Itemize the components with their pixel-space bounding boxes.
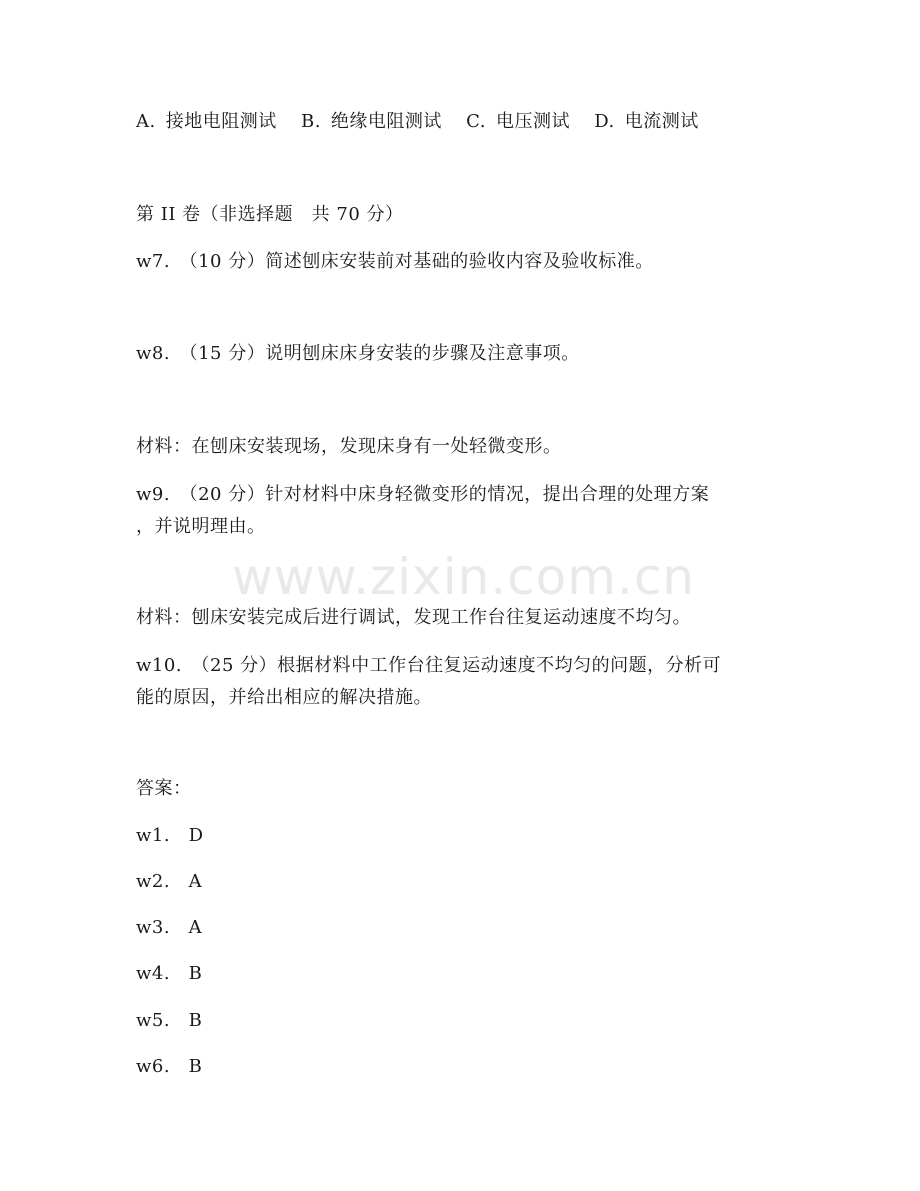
- answer-item: w1. D: [136, 825, 204, 846]
- watermark: www.zixin.com.cn: [232, 548, 696, 606]
- option-b: B. 绝缘电阻测试: [300, 111, 442, 132]
- question-9-line-1: w9. （20 分）针对材料中床身轻微变形的情况，提出合理的处理方案: [136, 484, 710, 505]
- option-c: C. 电压测试: [466, 111, 571, 132]
- question-7: w7. （10 分）简述刨床安装前对基础的验收内容及验收标准。: [136, 251, 654, 272]
- answer-item: w3. A: [136, 917, 203, 938]
- option-a: A. 接地电阻测试: [136, 111, 277, 132]
- section2-title: 第 II 卷（非选择题 共 70 分）: [136, 204, 404, 225]
- question-8: w8. （15 分）说明刨床床身安装的步骤及注意事项。: [136, 343, 580, 364]
- answers-title: 答案：: [136, 778, 192, 799]
- question6-options: [136, 108, 717, 136]
- answer-item: w4. B: [136, 963, 203, 984]
- question-10-line-1: w10. （25 分）根据材料中工作台往复运动速度不均匀的问题，分析可: [136, 655, 722, 676]
- question-9-line-2: ，并说明理由。: [136, 516, 266, 537]
- material-1: 材料：在刨床安装现场，发现床身有一处轻微变形。: [136, 436, 562, 457]
- material-2: 材料：刨床安装完成后进行调试，发现工作台往复运动速度不均匀。: [136, 607, 691, 628]
- answer-item: w6. B: [136, 1056, 203, 1077]
- answer-item: w5. B: [136, 1010, 203, 1031]
- question-10-line-2: 能的原因，并给出相应的解决措施。: [136, 687, 432, 708]
- answer-item: w2. A: [136, 871, 203, 892]
- option-d: D. 电流测试: [594, 111, 699, 132]
